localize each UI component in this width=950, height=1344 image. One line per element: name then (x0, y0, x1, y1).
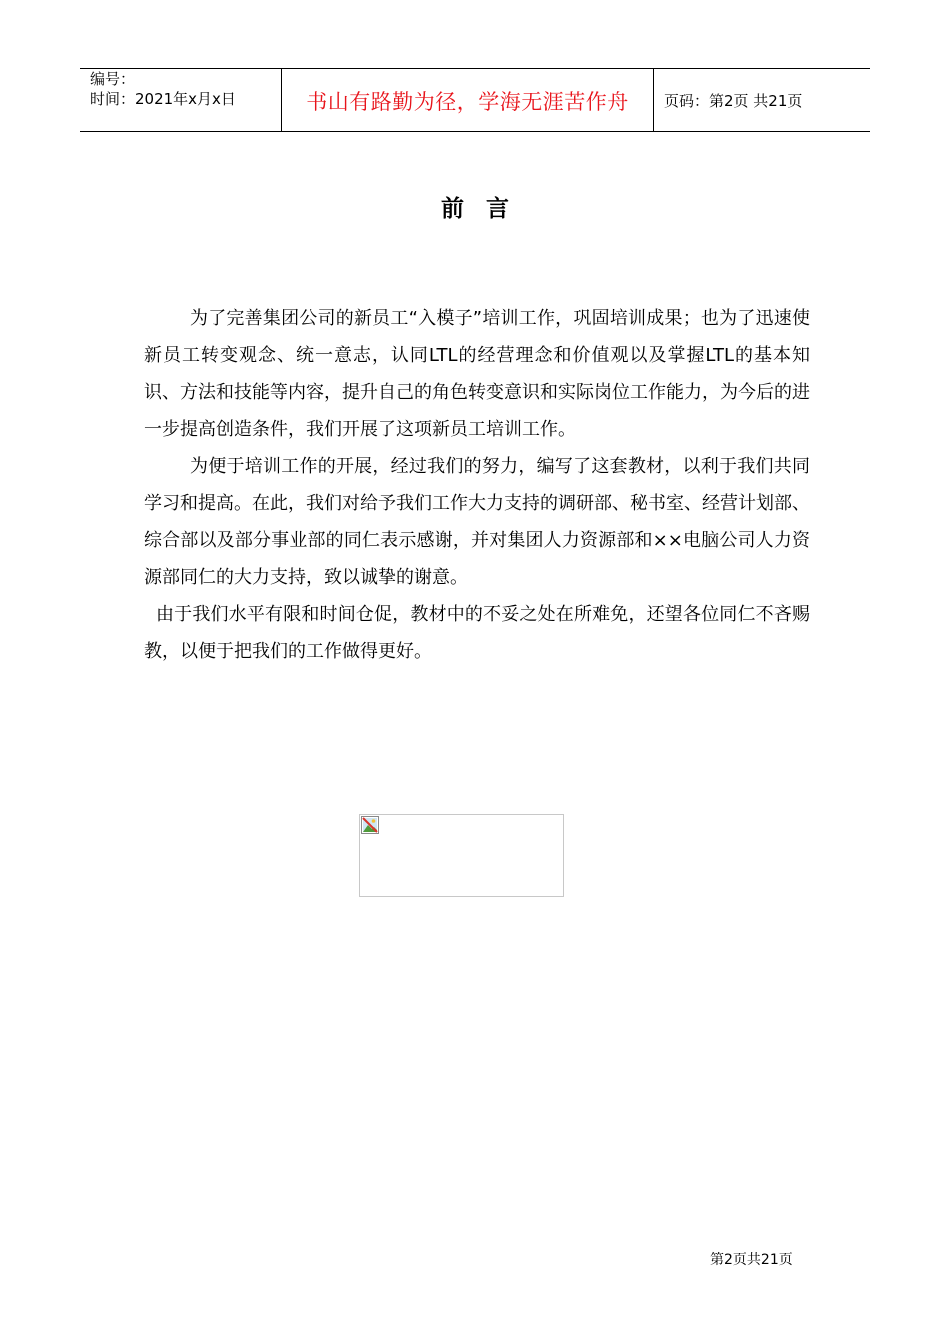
time-label: 时间：2021年x月x日 (90, 90, 236, 108)
motto-text: 书山有路勤为径，学海无涯苦作舟 (306, 90, 629, 114)
paragraph-2: 为便于培训工作的开展，经过我们的努力，编写了这套教材，以利于我们共同学习和提高。在此，我们对给予我们工作大力支持的调研部、秘书室、经营计划部、综合部以及部分事业部的同仁表示感谢，并对集团人力资源部和××电脑公司人力资源部同仁的大力支持，致以诚挚的谢意。 (144, 456, 810, 588)
number-label: 编号： (90, 70, 136, 88)
broken-image-icon (361, 816, 379, 834)
header-motto-cell (282, 69, 654, 131)
document-body (144, 300, 810, 670)
header-page-info: 页码：第2页 共21页 (664, 91, 803, 110)
paragraph-3: 由于我们水平有限和时间仓促，教材中的不妥之处在所难免，还望各位同仁不吝赐教，以便于把我们的工作做得更好。 (144, 604, 810, 662)
page-title: 前言 (441, 196, 531, 222)
header-left-cell (80, 69, 282, 131)
header-right-cell (654, 69, 870, 131)
paragraph-1: 为了完善集团公司的新员工“入模子”培训工作，巩固培训成果；也为了迅速使新员工转变观念、统一意志，认同LTL的经营理念和价值观以及掌握LTL的基本知识、方法和技能等内容，提升自己的角色转变意识和实际岗位工作能力，为今后的进一步提高创造条件，我们开展了这项新员工培训工作。 (144, 308, 810, 440)
image-placeholder (359, 814, 564, 897)
footer-page-info: 第2页共21页 (710, 1252, 793, 1268)
page-header (80, 68, 870, 132)
